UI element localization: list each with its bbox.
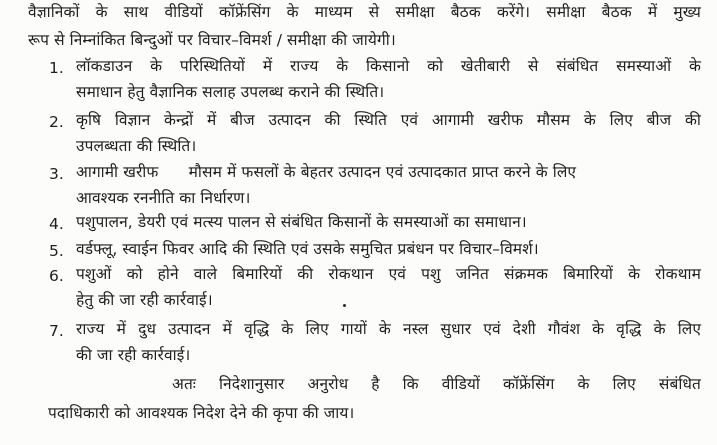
item-6-line-2: हेतु की जा रही कार्रवाई। bbox=[76, 291, 213, 309]
item-3-number: 3. bbox=[49, 165, 64, 183]
item-7-line-2: की जा रही कार्रवाई। bbox=[76, 346, 191, 364]
stray-ink-dot bbox=[343, 304, 346, 307]
item-7-line-1: राज्य में दुध उत्पादन में वृद्धि के लिए गायों के नस्ल सुधार एवं देशी गौवंश के वृद्धि के लिए bbox=[76, 320, 701, 338]
closing-line-2: पदाधिकारी को आवश्यक निदेश देने की कृपा की जाय। bbox=[48, 404, 355, 422]
item-6-number: 6. bbox=[49, 267, 64, 285]
closing-line-1: अतः निदेशानुसार अनुरोध है कि वीडियों कॉफ्रेंसिंग के लिए संबंधित bbox=[172, 375, 701, 393]
item-5-line-1: वर्डफ्लू, स्वाईन फिवर आदि की स्थिति एवं उसके समुचित प्रबंधन पर विचार–विमर्श। bbox=[76, 240, 539, 258]
item-5-number: 5. bbox=[49, 242, 64, 260]
item-1-number: 1. bbox=[49, 59, 64, 77]
item-4-number: 4. bbox=[49, 215, 64, 233]
item-1-line-2: समाधान हेतु वैज्ञानिक सलाह उपलब्ध कराने की स्थिति। bbox=[76, 83, 385, 101]
item-2-number: 2. bbox=[49, 113, 64, 131]
item-3-line-1: आगामी खरीफ मौसम में फसलों के बेहतर उत्पादन एवं उत्पादकात प्राप्त करने के लिए bbox=[76, 163, 577, 181]
item-2-line-1: कृषि विज्ञान केन्द्रों में बीज उत्पादन की स्थिति एवं आगामी खरीफ मौसम के लिए बीज की bbox=[76, 111, 701, 129]
item-2-line-2: उपलब्धता की स्थिति। bbox=[76, 137, 197, 155]
item-4-line-1: पशुपालन, डेयरी एवं मत्स्य पालन से संबंधित किसानों के समस्याओं का समाधान। bbox=[76, 213, 527, 231]
item-1-line-1: लॉकडाउन के परिस्थितियों में राज्य के किसानो को खेतीबारी से संबंधित समस्याओं के bbox=[76, 57, 701, 75]
intro-line-2: रूप से निम्नांकित बिन्दुओं पर विचार–विमर्श / समीक्षा की जायेगी। bbox=[28, 31, 396, 49]
item-3-line-2: आवश्यक रननीति का निर्धारण। bbox=[76, 189, 251, 207]
item-6-line-1: पशुओं को होने वाले बिमारियों की रोकथान एवं पशु जनित संक्रमक बिमारियों के रोकथाम bbox=[76, 265, 701, 283]
intro-line-1: वैज्ञानिकों के साथ वीडियों कॉफ्रेंसिंग के माध्यम से समीक्षा बैठक करेंगे। समीक्षा बैठक में मुख्य bbox=[28, 3, 701, 21]
item-7-number: 7. bbox=[49, 322, 64, 340]
